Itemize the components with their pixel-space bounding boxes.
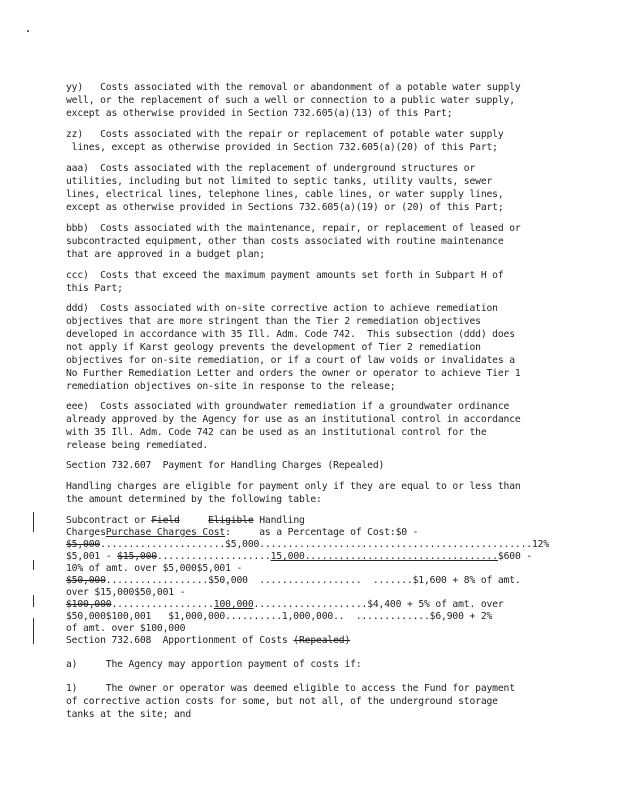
section-607-heading: Section 732.607 Payment for Handling Charges (Repealed) <box>66 460 385 471</box>
table-header-1-prefix: Subcontract or <box>66 515 152 526</box>
table-row-2-struck: $15,000 <box>117 551 157 562</box>
table-header-1-suffix: Handling <box>253 515 305 526</box>
paragraph-eee-line-3: with 35 Ill. Adm. Code 742 can be used as an institutional control for the <box>66 427 487 438</box>
scan-speck <box>27 30 29 32</box>
paragraph-ccc-line-2: this Part; <box>66 283 123 294</box>
section-607-intro-line-2: the amount determined by the following table: <box>66 494 322 505</box>
table-row-7: $50,000$100,001 $1,000,000..........1,000,000.. .............$6,900 + 2% <box>66 611 493 622</box>
table-row-2-suffix: $600 - <box>497 551 532 562</box>
paragraph-yy-line-3: except as otherwise provided in Section 732.605(a)(13) of this Part; <box>66 108 453 119</box>
table-row-6-suffix: ....................$4,400 + 5% of amt. over <box>253 599 504 610</box>
table-row-6-text: .................. <box>111 599 214 610</box>
table-row-6-struck: $100,000 <box>66 599 112 610</box>
paragraph-aaa-line-1: aaa) Costs associated with the replacement of underground structures or <box>66 163 476 174</box>
table-header-2-suffix: : as a Percentage of Cost: <box>225 527 396 538</box>
table-row-2-text: .................... <box>156 551 271 562</box>
table-header-1 <box>66 515 305 527</box>
paragraph-ddd-line-3: developed in accordance with 35 Ill. Adm. Code 742. This subsection (ddd) does <box>66 329 515 340</box>
revision-bar <box>33 595 34 607</box>
revision-bar <box>33 560 34 570</box>
section-608-heading-text: Section 732.608 Apportionment of Costs <box>66 635 294 646</box>
paragraph-ddd-line-1: ddd) Costs associated with on-site corrective action to achieve remediation <box>66 303 498 314</box>
revision-bar <box>33 512 34 532</box>
paragraph-zz-line-2: lines, except as otherwise provided in Section 732.605(a)(20) of this Part; <box>66 142 498 153</box>
paragraph-aaa-line-2: utilities, including but not limited to septic tanks, utility vaults, sewer <box>66 176 493 187</box>
paragraph-eee-line-4: release being remediated. <box>66 440 209 451</box>
section-608-heading-struck: (Repealed) <box>293 635 351 646</box>
table-row-4 <box>66 575 521 587</box>
table-row-1 <box>66 539 549 551</box>
table-row-4-text: ..................$50,000 .................. .......$1,600 + 8% of amt. <box>105 575 521 586</box>
paragraph-bbb-line-2: subcontracted equipment, other than costs associated with routine maintenance <box>66 236 504 247</box>
paragraph-bbb-line-1: bbb) Costs associated with the maintenance, repair, or replacement of leased or <box>66 223 521 234</box>
table-row-5: over $15,000$50,001 - <box>66 587 186 598</box>
section-608-heading <box>66 635 350 647</box>
table-header-2-tail: $0 - <box>395 527 419 538</box>
table-row-2 <box>66 551 532 563</box>
section-607-intro-line-1: Handling charges are eligible for payment only if they are equal to or less than <box>66 481 521 492</box>
table-header-2-underlined: Purchase Charges Cost <box>105 527 226 538</box>
paragraph-eee-line-2: already approved by the Agency for use as an institutional control in accordance <box>66 414 521 425</box>
table-header-1-struck-2: Eligible <box>208 515 254 526</box>
table-header-2 <box>66 527 418 539</box>
section-608-subsection-a: a) The Agency may apportion payment of costs if: <box>66 659 362 670</box>
table-row-6 <box>66 599 504 611</box>
table-row-8: of amt. over $100,000 <box>66 623 186 634</box>
table-header-2-prefix: Charges <box>66 527 106 538</box>
paragraph-ddd-line-5: objectives for on-site remediation, or if a court of law voids or invalidates a <box>66 355 515 366</box>
paragraph-ddd-line-4: not apply if Karst geology prevents the development of Tier 2 remediation <box>66 342 481 353</box>
revision-bar <box>33 618 34 644</box>
paragraph-bbb-line-3: that are approved in a budget plan; <box>66 249 265 260</box>
table-row-1-text: ......................$5,000................................................12% <box>100 539 550 550</box>
table-row-2-prefix: $5,001 - <box>66 551 118 562</box>
paragraph-ddd-line-2: objectives that are more stringent than the Tier 2 remediation objectives <box>66 316 481 327</box>
paragraph-ddd-line-7: remediation objectives on-site in response to the release; <box>66 381 396 392</box>
paragraph-yy-line-2: well, or the replacement of such a well or connection to a public water supply, <box>66 95 515 106</box>
paragraph-eee-line-1: eee) Costs associated with groundwater remediation if a groundwater ordinance <box>66 401 510 412</box>
table-row-1-struck: $5,000 <box>66 539 101 550</box>
section-608-item-1-line-2: of corrective action costs for some, but not all, of the underground storage <box>66 696 498 707</box>
paragraph-yy-line-1: yy) Costs associated with the removal or abandonment of a potable water supply <box>66 82 521 93</box>
section-608-item-1-line-3: tanks at the site; and <box>66 709 192 720</box>
table-row-3: 10% of amt. over $5,000$5,001 - <box>66 563 243 574</box>
paragraph-ddd-line-6: No Further Remediation Letter and orders the owner or operator to achieve Tier 1 <box>66 368 521 379</box>
table-row-4-struck: $50,000 <box>66 575 106 586</box>
table-row-2-underlined: 15,000.................................. <box>270 551 498 562</box>
paragraph-aaa-line-3: lines, electrical lines, telephone lines, cable lines, or water supply lines, <box>66 189 504 200</box>
table-row-6-underlined: 100,000 <box>213 599 254 610</box>
paragraph-aaa-line-4: except as otherwise provided in Sections 732.605(a)(19) or (20) of this Part; <box>66 202 504 213</box>
table-header-1-gap <box>180 515 208 526</box>
paragraph-zz-line-1: zz) Costs associated with the repair or replacement of potable water supply <box>66 129 504 140</box>
paragraph-ccc-line-1: ccc) Costs that exceed the maximum payment amounts set forth in Subpart H of <box>66 270 504 281</box>
section-608-item-1-line-1: 1) The owner or operator was deemed eligible to access the Fund for payment <box>66 683 515 694</box>
table-header-1-struck: Field <box>151 515 180 526</box>
